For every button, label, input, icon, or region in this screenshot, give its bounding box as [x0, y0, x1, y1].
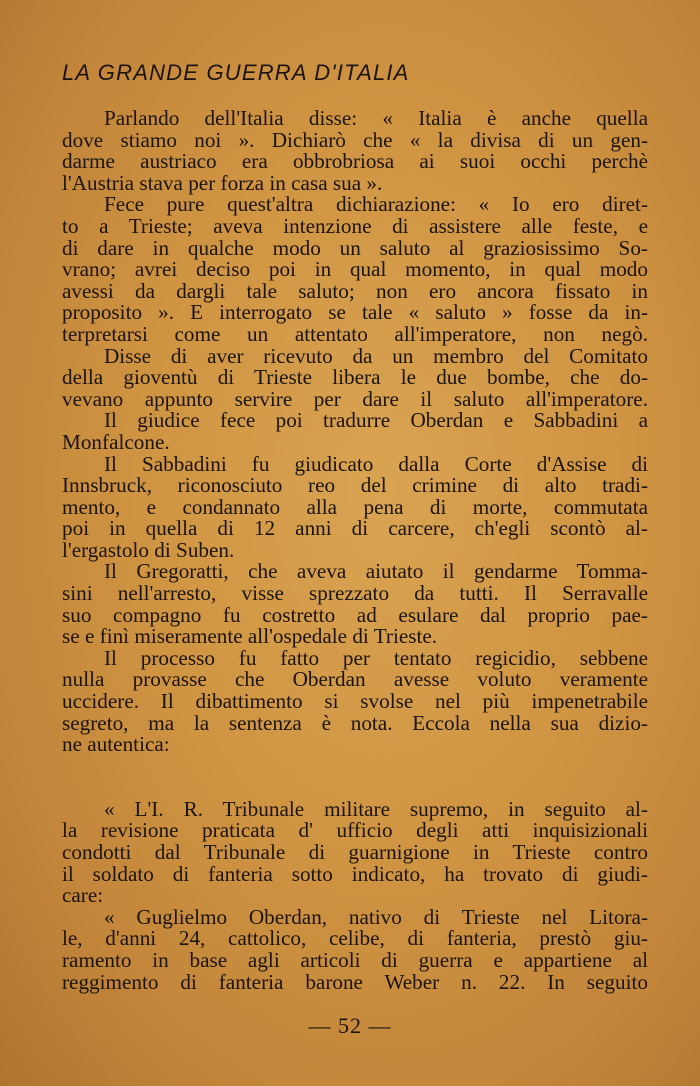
text-line: mento, e condannato alla pena di morte, commutata: [62, 494, 648, 519]
text-line: care:: [62, 883, 104, 908]
text-line: della gioventù di Trieste libera le due bombe, che do-: [62, 365, 648, 390]
text-line: Monfalcone.: [62, 429, 170, 454]
running-head: LA GRANDE GUERRA D'ITALIA: [62, 60, 410, 85]
text-line: Fece pure quest'altra dichiarazione: « Io ero diret-: [104, 192, 648, 217]
text-line: vrano; avrei deciso poi in qual momento, in qual modo: [62, 257, 648, 282]
text-line: to a Trieste; aveva intenzione di assistere alle feste, e: [62, 213, 648, 238]
text-line: « L'I. R. Tribunale militare supremo, in seguito al-: [104, 796, 648, 821]
page-body: [62, 58, 648, 993]
text-line: se e finì miseramente all'ospedale di Trieste.: [62, 624, 438, 649]
text-line: Parlando dell'Italia disse: « Italia è anche quella: [104, 106, 648, 130]
body-text: [62, 108, 648, 993]
text-line: Il Sabbadini fu giudicato dalla Corte d'Assise di: [104, 451, 648, 476]
text-line: reggimento di fanteria barone Weber n. 22. In seguito: [62, 969, 648, 994]
text-line: poi in quella di 12 anni di carcere, ch'egli scontò al-: [62, 516, 648, 541]
text-line: Disse di aver ricevuto da un membro del Comitato: [104, 343, 648, 368]
text-line: Il Gregoratti, che aveva aiutato il gendarme Tomma-: [104, 559, 648, 584]
text-line: condotti dal Tribunale di guarnigione in Trieste contro: [62, 840, 648, 864]
text-line: vevano appunto servire per dare il saluto all'imperatore.: [62, 386, 648, 411]
text-line: terpretarsi come un attentato all'imperatore, non negò.: [62, 321, 648, 346]
text-line: l'ergastolo di Suben.: [62, 537, 235, 562]
text-line: le, d'anni 24, cattolico, celibe, di fanteria, prestò giu-: [62, 926, 648, 951]
text-line: l'Austria stava per forza in casa sua ».: [62, 170, 383, 195]
text-line: proposito ». E interrogato se tale « saluto » fosse da in-: [62, 300, 648, 325]
text-line: Innsbruck, riconosciuto reo del crimine di alto tradi-: [62, 473, 648, 498]
text-line: uccidere. Il dibattimento si svolse nel più impenetrabile: [62, 689, 648, 714]
text-line: « Guglielmo Oberdan, nativo di Trieste nel Litora-: [104, 904, 648, 929]
text-line: avessi da dargli tale saluto; non ero ancora fissato in: [62, 278, 648, 303]
text-line: dove stiamo noi ». Dichiarò che « la divisa di un gen-: [62, 127, 648, 152]
text-line: di dare in qualche modo un saluto al graziosissimo So-: [62, 235, 648, 260]
text-line: suo compagno fu costretto ad esulare dal proprio pae-: [62, 602, 648, 627]
text-line: darme austriaco era obbrobriosa ai suoi occhi perchè: [62, 149, 648, 174]
text-line: nulla provasse che Oberdan avesse voluto veramente: [62, 667, 648, 692]
page-number: — 52 —: [308, 1013, 392, 1038]
text-line: segreto, ma la sentenza è nota. Eccola nella sua dizio-: [62, 710, 648, 735]
text-line: sini nell'arresto, visse sprezzato da tutti. Il Serravalle: [62, 581, 648, 606]
text-line: ramento in base agli articoli di guerra e appartiene al: [62, 947, 648, 972]
text-line: Il processo fu fatto per tentato regicidio, sebbene: [104, 645, 648, 670]
text-line: ne autentica:: [62, 732, 170, 757]
text-line: il soldato di fanteria sotto indicato, ha trovato di giudi-: [62, 861, 648, 886]
section-gap: [62, 756, 648, 799]
text-line: Il giudice fece poi tradurre Oberdan e Sabbadini a: [104, 408, 648, 433]
text-line: la revisione praticata d' ufficio degli atti inquisizionali: [62, 818, 648, 843]
